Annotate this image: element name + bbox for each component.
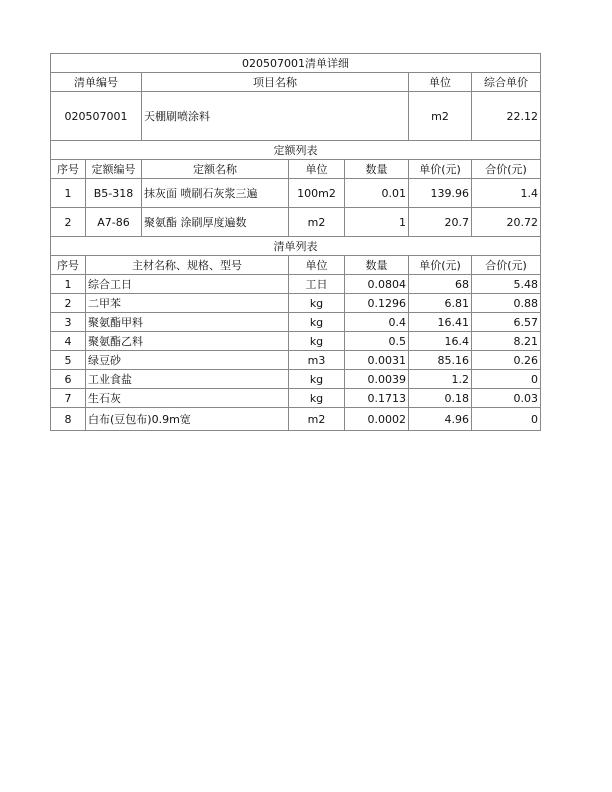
bill-detail-sheet [50, 53, 540, 431]
material-col-qty: 数量 [345, 256, 409, 275]
sheet-title: 020507001清单详细 [51, 54, 541, 73]
material-unit: kg [289, 294, 345, 313]
quota-col-name: 定额名称 [142, 160, 289, 179]
material-name: 综合工日 [86, 275, 289, 294]
quota-col-price: 单价(元) [409, 160, 472, 179]
quota-qty: 0.01 [345, 179, 409, 208]
material-price: 16.41 [409, 313, 472, 332]
material-total: 0.26 [472, 351, 541, 370]
material-name: 聚氨酯甲料 [86, 313, 289, 332]
bill-header-row [51, 73, 541, 92]
material-row [51, 275, 541, 294]
material-no: 1 [51, 275, 86, 294]
material-total: 0.88 [472, 294, 541, 313]
material-no: 4 [51, 332, 86, 351]
quota-section-title-row [51, 141, 541, 160]
quota-name: 抹灰面 喷刷石灰浆三遍 [142, 179, 289, 208]
material-rows [51, 275, 541, 431]
material-col-no: 序号 [51, 256, 86, 275]
material-total: 6.57 [472, 313, 541, 332]
quota-name: 聚氨酯 涂刷厚度遍数 [142, 208, 289, 237]
quota-no: 1 [51, 179, 86, 208]
bill-detail-table [50, 53, 541, 431]
quota-total: 1.4 [472, 179, 541, 208]
material-name: 二甲苯 [86, 294, 289, 313]
material-name: 白布(豆包布)0.9m宽 [86, 408, 289, 431]
quota-price: 20.7 [409, 208, 472, 237]
material-row [51, 370, 541, 389]
material-price: 16.4 [409, 332, 472, 351]
material-qty: 0.5 [345, 332, 409, 351]
material-qty: 0.0031 [345, 351, 409, 370]
quota-row [51, 208, 541, 237]
material-qty: 0.1713 [345, 389, 409, 408]
col-unit-price: 综合单价 [472, 73, 541, 92]
material-price: 0.18 [409, 389, 472, 408]
quota-code: B5-318 [86, 179, 142, 208]
material-col-price: 单价(元) [409, 256, 472, 275]
quota-unit: m2 [289, 208, 345, 237]
material-name: 绿豆砂 [86, 351, 289, 370]
material-price: 6.81 [409, 294, 472, 313]
bill-unit: m2 [409, 92, 472, 141]
material-no: 5 [51, 351, 86, 370]
material-no: 2 [51, 294, 86, 313]
material-row [51, 408, 541, 431]
quota-price: 139.96 [409, 179, 472, 208]
material-unit: 工日 [289, 275, 345, 294]
material-total: 8.21 [472, 332, 541, 351]
bill-price: 22.12 [472, 92, 541, 141]
material-header-row [51, 256, 541, 275]
quota-header-row [51, 160, 541, 179]
material-row [51, 351, 541, 370]
material-qty: 0.0039 [345, 370, 409, 389]
material-total: 0.03 [472, 389, 541, 408]
material-no: 3 [51, 313, 86, 332]
material-qty: 0.4 [345, 313, 409, 332]
material-total: 5.48 [472, 275, 541, 294]
quota-qty: 1 [345, 208, 409, 237]
material-price: 1.2 [409, 370, 472, 389]
quota-col-unit: 单位 [289, 160, 345, 179]
quota-code: A7-86 [86, 208, 142, 237]
material-total: 0 [472, 370, 541, 389]
quota-total: 20.72 [472, 208, 541, 237]
material-name: 聚氨酯乙料 [86, 332, 289, 351]
material-price: 68 [409, 275, 472, 294]
material-col-total: 合价(元) [472, 256, 541, 275]
material-qty: 0.0804 [345, 275, 409, 294]
quota-col-qty: 数量 [345, 160, 409, 179]
material-row [51, 332, 541, 351]
material-no: 6 [51, 370, 86, 389]
quota-unit: 100m2 [289, 179, 345, 208]
material-price: 85.16 [409, 351, 472, 370]
bill-code: 020507001 [51, 92, 142, 141]
quota-col-code: 定额编号 [86, 160, 142, 179]
material-name: 生石灰 [86, 389, 289, 408]
quota-col-no: 序号 [51, 160, 86, 179]
material-row [51, 313, 541, 332]
material-qty: 0.1296 [345, 294, 409, 313]
material-col-name: 主材名称、规格、型号 [86, 256, 289, 275]
material-unit: kg [289, 313, 345, 332]
material-unit: kg [289, 389, 345, 408]
material-name: 工业食盐 [86, 370, 289, 389]
col-unit: 单位 [409, 73, 472, 92]
bill-item-name: 天棚刷喷涂料 [142, 92, 409, 141]
material-unit: m3 [289, 351, 345, 370]
material-section-title: 清单列表 [51, 237, 541, 256]
bill-row [51, 92, 541, 141]
material-unit: kg [289, 332, 345, 351]
material-section-title-row [51, 237, 541, 256]
material-row [51, 389, 541, 408]
quota-row [51, 179, 541, 208]
material-unit: kg [289, 370, 345, 389]
col-bill-code: 清单编号 [51, 73, 142, 92]
material-unit: m2 [289, 408, 345, 431]
material-qty: 0.0002 [345, 408, 409, 431]
material-row [51, 294, 541, 313]
quota-section-title: 定额列表 [51, 141, 541, 160]
material-total: 0 [472, 408, 541, 431]
col-item-name: 项目名称 [142, 73, 409, 92]
material-col-unit: 单位 [289, 256, 345, 275]
material-no: 8 [51, 408, 86, 431]
material-no: 7 [51, 389, 86, 408]
quota-no: 2 [51, 208, 86, 237]
title-row [51, 54, 541, 73]
material-price: 4.96 [409, 408, 472, 431]
quota-col-total: 合价(元) [472, 160, 541, 179]
